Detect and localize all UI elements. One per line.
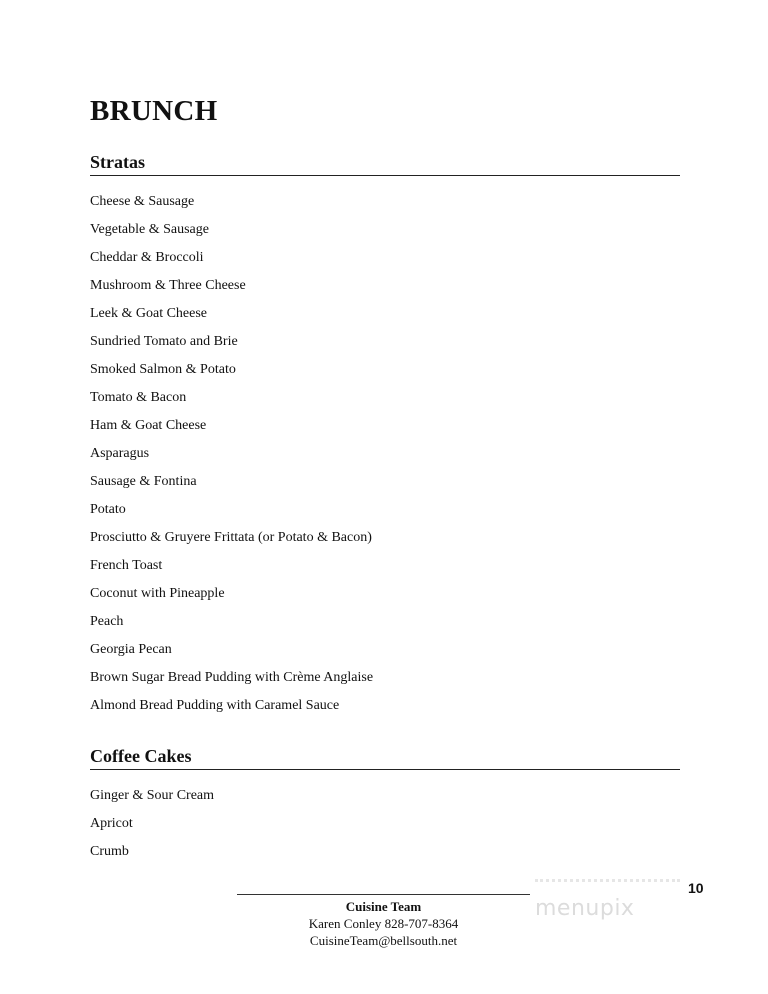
list-item: Sundried Tomato and Brie xyxy=(90,334,238,349)
list-item: Ginger & Sour Cream xyxy=(90,788,215,803)
stratas-list xyxy=(90,188,373,720)
list-item: Georgia Pecan xyxy=(90,642,172,657)
footer xyxy=(237,898,530,949)
list-item: Prosciutto & Gruyere Frittata (or Potato & Bacon) xyxy=(90,530,372,545)
list-item: Asparagus xyxy=(90,446,150,461)
coffee-cakes-list xyxy=(90,782,214,866)
watermark-dots xyxy=(535,879,680,888)
section-heading-coffee-cakes: Coffee Cakes xyxy=(90,746,680,770)
page-number: 10 xyxy=(688,880,704,896)
list-item: Sausage & Fontina xyxy=(90,474,197,489)
list-item: Tomato & Bacon xyxy=(90,390,187,405)
footer-contact: Karen Conley 828-707-8364 xyxy=(308,916,459,931)
list-item: Potato xyxy=(90,502,126,517)
list-item: Coconut with Pineapple xyxy=(90,586,225,601)
list-item: Apricot xyxy=(90,816,133,831)
list-item: Vegetable & Sausage xyxy=(90,222,209,237)
list-item: Ham & Goat Cheese xyxy=(90,418,207,433)
list-item: Brown Sugar Bread Pudding with Crème Anglaise xyxy=(90,670,374,685)
list-item: Leek & Goat Cheese xyxy=(90,306,208,321)
page-title: BRUNCH xyxy=(90,95,218,127)
footer-email: CuisineTeam@bellsouth.net xyxy=(309,933,458,948)
list-item: Peach xyxy=(90,614,124,629)
list-item: Mushroom & Three Cheese xyxy=(90,278,246,293)
watermark-logo: menupix xyxy=(535,896,635,921)
list-item: Crumb xyxy=(90,844,129,859)
list-item: Smoked Salmon & Potato xyxy=(90,362,236,377)
list-item: Cheddar & Broccoli xyxy=(90,250,204,265)
footer-divider xyxy=(237,894,530,895)
list-item: Cheese & Sausage xyxy=(90,194,195,209)
list-item: Almond Bread Pudding with Caramel Sauce xyxy=(90,698,340,713)
footer-team: Cuisine Team xyxy=(345,899,422,914)
list-item: French Toast xyxy=(90,558,163,573)
section-heading-stratas: Stratas xyxy=(90,152,680,176)
